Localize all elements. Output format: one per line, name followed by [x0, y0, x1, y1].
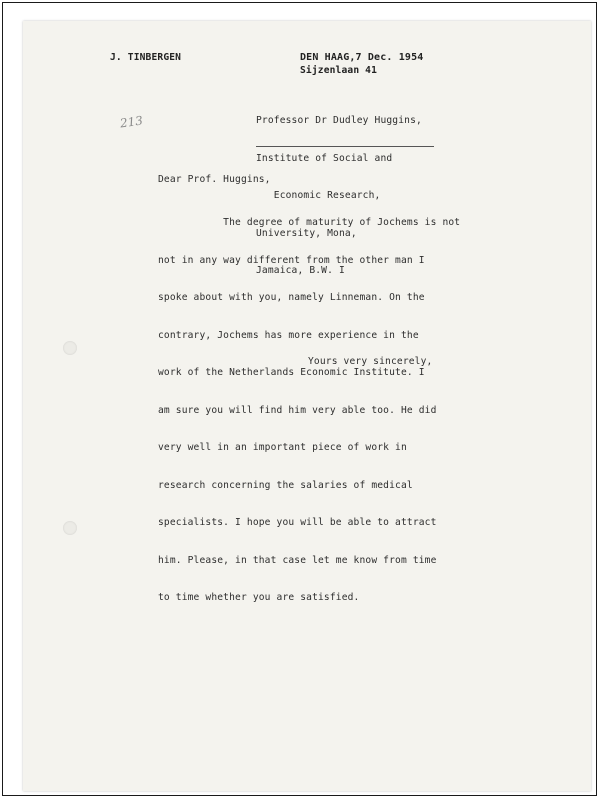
punch-hole-top	[63, 341, 77, 355]
body-line: specialists. I hope you will be able to attract	[158, 517, 437, 528]
closing: Yours very sincerely,	[308, 356, 433, 367]
place-date: DEN HAAG,7 Dec. 1954	[300, 52, 424, 63]
sender-name: J. TINBERGEN	[110, 52, 182, 63]
recipient-line: Professor Dr Dudley Huggins,	[256, 115, 422, 126]
body-line: contrary, Jochems has more experience in the	[158, 329, 419, 341]
punch-hole-bottom	[63, 521, 77, 535]
body-line: am sure you will find him very able too. He did	[158, 404, 437, 416]
body-line: to time whether you are satisfied.	[158, 592, 360, 603]
body-line: not in any way different from the other man I	[158, 254, 425, 266]
body-line: research concerning the salaries of medical	[158, 479, 413, 491]
recipient-line: Institute of Social and	[256, 152, 393, 164]
recipient-line: Economic Research,	[256, 190, 381, 201]
body-line: The degree of maturity of Jochems is not	[158, 217, 461, 228]
body-line: work of the Netherlands Economic Institute. I	[158, 367, 425, 378]
archive-mark: 213	[119, 113, 144, 131]
address-underline	[256, 146, 434, 147]
body-line: spoke about with you, namely Linneman. On the	[158, 292, 425, 303]
recipient-line: University, Mona,	[256, 227, 357, 239]
sender-address: Sijzenlaan 41	[300, 65, 378, 76]
salutation: Dear Prof. Huggins,	[158, 174, 271, 185]
body-line: very well in an important piece of work in	[158, 442, 407, 453]
letter-body	[158, 192, 460, 617]
recipient-line: Jamaica, B.W. I	[256, 265, 345, 276]
body-line: him. Please, in that case let me know from time	[158, 554, 437, 566]
